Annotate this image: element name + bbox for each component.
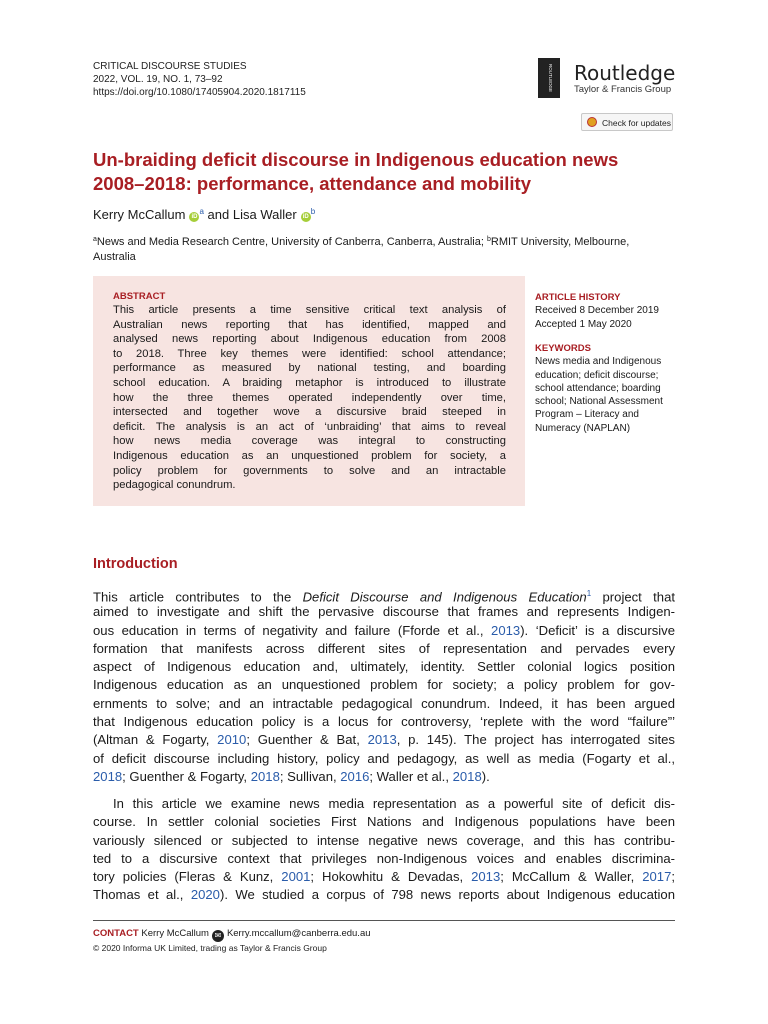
contact-name: Kerry McCallum [141, 928, 209, 939]
contact-email[interactable]: Kerry.mccallum@canberra.edu.au [226, 928, 371, 939]
body-line: (Altman & Fogarty, 2010; Guenther & Bat, 2013, p. 145). The project has interrogated sites [93, 732, 675, 748]
citation-link[interactable]: 2001 [281, 869, 311, 885]
abstract-line: how news media coverage was integral to constructing [113, 435, 506, 448]
body-line: aspect of Indigenous education and, ultimately, identity. Settler colonial logics position [93, 659, 675, 675]
publisher-name: Routledge [574, 61, 676, 85]
affil-text: RMIT University, Melbourne, [490, 236, 630, 248]
keyword-line: education; deficit discourse; [535, 369, 659, 381]
abstract-text [113, 303, 506, 493]
citation-link[interactable]: 2018 [250, 768, 280, 784]
author-list [93, 203, 315, 224]
keyword-line: Program – Literacy and [535, 409, 639, 421]
keyword-line: school; National Assessment [535, 396, 663, 408]
abstract-line: school education. A braiding metaphor is introduced to illustrate [113, 376, 506, 389]
body-line: This article contributes to the Deficit Discourse and Indigenous Education$^1$ project that [93, 589, 676, 605]
affil-marker: b [486, 236, 491, 243]
body-line: course. In settler colonial societies First Nations and Indigenous populations have been [93, 814, 675, 830]
citation-link[interactable]: 2018 [452, 768, 482, 784]
affil-marker: a [93, 236, 97, 243]
article-title [93, 148, 683, 196]
body-line: ted to a discursive context that privileges non-Indigenous voices and enables discrimina- [93, 850, 675, 866]
project-title: Deficit Discourse and Indigenous Education [302, 589, 587, 605]
body-line: formation that manifests across different sites of representation and pervades every [93, 640, 675, 656]
abstract-line: performance as measured by national testing, and boarding [113, 362, 506, 375]
citation-link[interactable]: 2020 [190, 887, 220, 903]
publisher-group: Taylor & Francis Group [574, 84, 672, 95]
keyword-line: Numeracy (NAPLAN) [535, 422, 631, 434]
received-date: Received 8 December 2019 [535, 305, 659, 317]
citation-link[interactable]: 2013 [367, 732, 397, 748]
logo-vertical-text: ROUTLEDGE [548, 63, 553, 93]
doi-link[interactable]: https://doi.org/10.1080/17405904.2020.1817115 [93, 87, 306, 98]
title-line-2: 2008–2018: performance, attendance and mobility [93, 173, 532, 194]
accepted-date: Accepted 1 May 2020 [535, 318, 632, 330]
body-line: Indigenous education as an unquestioned problem for society; a policy problem for gov- [93, 677, 675, 693]
body-line: tory policies (Fleras & Kunz, 2001; Hokowhitu & Devadas, 2013; McCallum & Waller, 2017; [93, 869, 675, 885]
keyword-line: News media and Indigenous [535, 356, 662, 368]
email-icon: ✉ [212, 930, 224, 942]
author-conjunction: and [207, 207, 230, 222]
citation-link[interactable]: 2017 [642, 869, 672, 885]
body-line: 2018; Guenther & Fogarty, 2018; Sullivan, 2016; Waller et al., 2018). [93, 768, 490, 784]
article-history-heading: ARTICLE HISTORY [535, 292, 621, 303]
abstract-line: deficit. The analysis is an act of ‘unbraiding’ that aims to reveal [113, 420, 506, 433]
introduction-paragraph-2 [93, 795, 675, 905]
keyword-line: school attendance; boarding [535, 382, 661, 394]
citation-link[interactable]: 2018 [93, 768, 123, 784]
footer-divider [93, 920, 675, 921]
abstract-line: This article presents a time sensitive critical text analysis of [113, 304, 506, 316]
body-line: aimed to investigate and shift the pervasive discourse that frames and represents Indigen- [93, 604, 675, 620]
article-history [535, 291, 685, 331]
body-line: ernments to solve; and an intractable pedagogical conundrum. Indeed, it has been argued [93, 695, 675, 711]
introduction-heading: Introduction [93, 556, 178, 572]
citation-link[interactable]: 2013 [491, 622, 521, 638]
body-line: In this article we examine news media representation as a powerful site of deficit dis- [113, 796, 675, 811]
abstract-line: Indigenous education as an unquestioned problem for society, a [113, 449, 506, 462]
keywords [535, 342, 685, 435]
orcid-icon[interactable]: iD [191, 214, 198, 220]
affiliation-ref[interactable]: b [310, 207, 316, 216]
journal-issue: 2022, VOL. 19, NO. 1, 73–92 [93, 74, 223, 85]
affil-text: Australia [93, 251, 136, 263]
citation-link[interactable]: 2010 [217, 732, 247, 748]
routledge-emblem-icon [538, 58, 560, 98]
body-line: Thomas et al., 2020). We studied a corpus of 798 news reports about Indigenous education [93, 887, 675, 903]
citation-link[interactable]: 2013 [471, 869, 501, 885]
check-for-updates-button[interactable] [581, 113, 673, 131]
footnote-ref[interactable]: 1 [586, 589, 592, 598]
check-for-updates-label: Check for updates [602, 118, 671, 128]
affiliations [93, 232, 683, 265]
keywords-heading: KEYWORDS [535, 343, 591, 354]
abstract-line: intersected and together wove a discursive braid steeped in [113, 406, 506, 419]
title-line-1: Un-braiding deficit discourse in Indigenous education news [93, 149, 619, 170]
body-line: variously silenced or subjected to intense negative news coverage, and this has contribu- [93, 832, 675, 848]
author-name[interactable]: Kerry McCallum [93, 207, 186, 222]
abstract-line: Australian news reporting that has identified, mapped and [113, 318, 506, 331]
crossmark-icon [587, 117, 597, 127]
contact-label: CONTACT [93, 928, 139, 939]
journal-name: CRITICAL DISCOURSE STUDIES [93, 61, 247, 72]
affil-text: News and Media Research Centre, University of Canberra, Canberra, Australia; [96, 236, 487, 248]
author-name[interactable]: Lisa Waller [232, 207, 297, 222]
body-line: of deficit discourse including history, policy and pedagogy, as well as media (Fogarty et al., [93, 750, 675, 766]
abstract-line: how the three themes operated independently over time, [113, 391, 506, 404]
citation-link[interactable]: 2016 [340, 768, 370, 784]
journal-info [93, 60, 306, 99]
abstract-line: policy problem for governments to solve and an intractable [113, 464, 506, 477]
introduction-paragraph-1 [93, 585, 675, 786]
affiliation-ref[interactable]: a [199, 207, 204, 216]
abstract-line: to 2018. Three key themes were identified: school attendance; [113, 347, 506, 360]
orcid-icon[interactable]: iD [302, 214, 309, 220]
body-line: that Indigenous education policy is a locus for controversy, ‘replete with the word “failure”’ [93, 714, 675, 730]
contact-info [93, 928, 371, 942]
abstract-line: pedagogical conundrum. [113, 479, 236, 492]
abstract-heading: ABSTRACT [113, 291, 166, 302]
body-line: ous education in terms of negativity and failure (Fforde et al., 2013). ‘Deficit’ is a discursive [93, 622, 675, 638]
copyright-notice: © 2020 Informa UK Limited, trading as Taylor & Francis Group [93, 943, 327, 953]
abstract-line: analysed news reporting about Indigenous education from 2008 [113, 333, 506, 346]
